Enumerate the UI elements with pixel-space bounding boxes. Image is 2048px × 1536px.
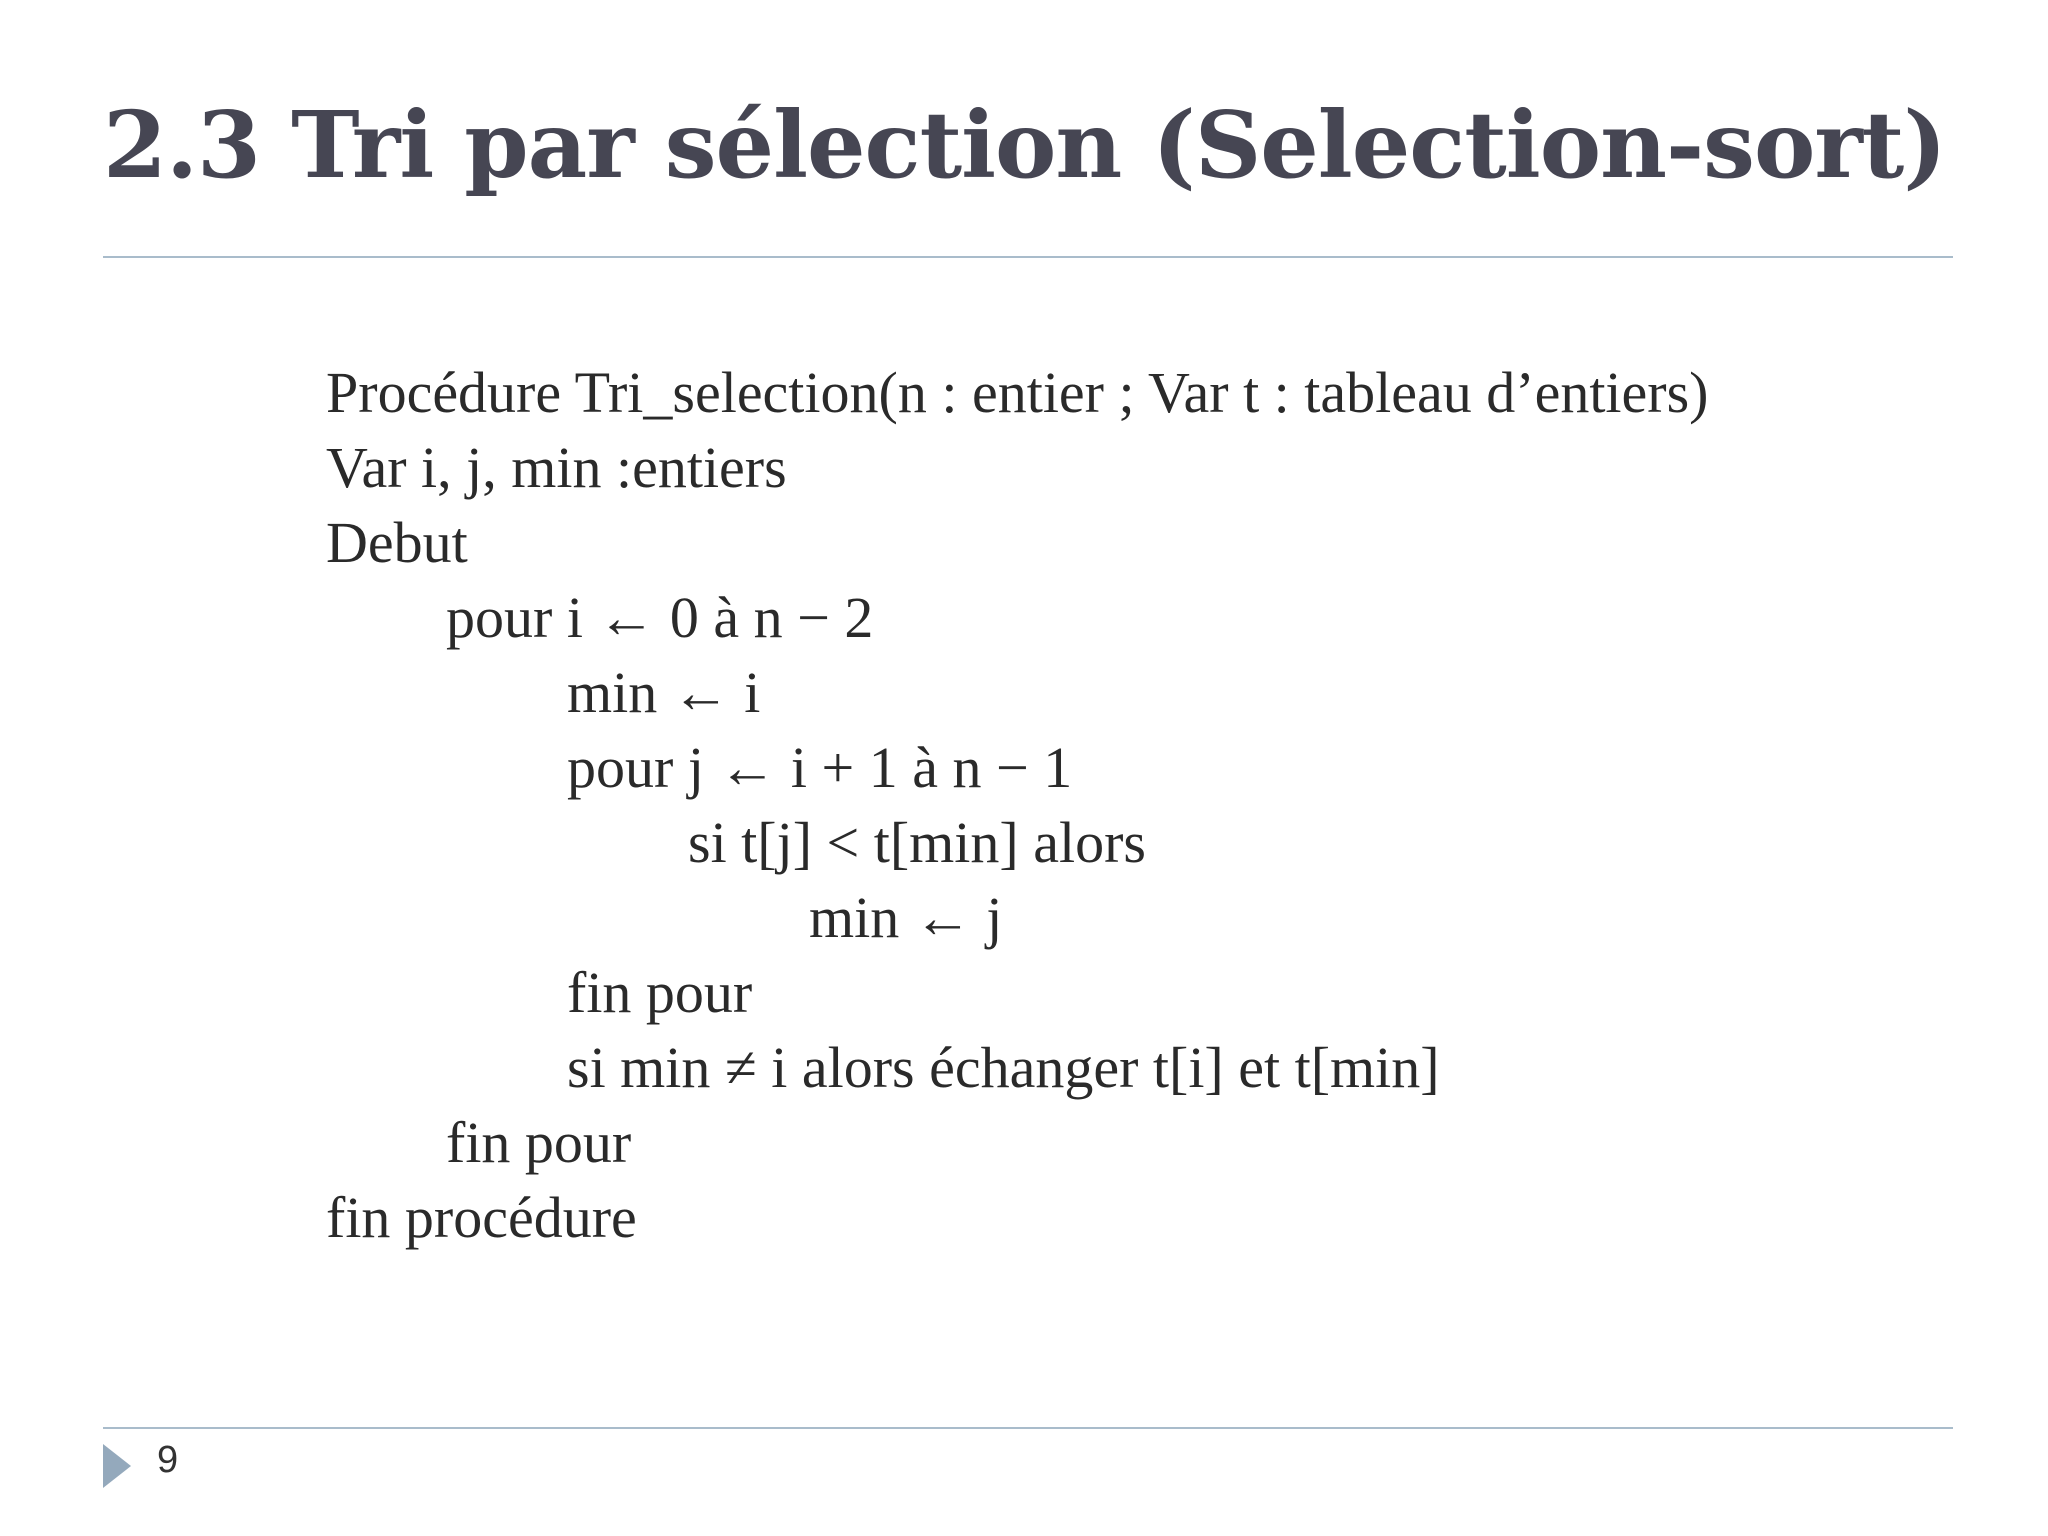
code-line: Procédure Tri_selection(n : entier ; Var t : tableau d’entiers) — [326, 360, 1709, 425]
code-line: pour i ← 0 à n − 2 — [446, 585, 874, 650]
code-line: pour j ← i + 1 à n − 1 — [567, 735, 1073, 800]
pseudocode-block — [326, 355, 1708, 1255]
footer-divider — [103, 1427, 1953, 1429]
code-line: Debut — [326, 510, 468, 575]
code-line: fin procédure — [326, 1185, 637, 1250]
code-line: Var i, j, min :entiers — [326, 435, 787, 500]
code-line: fin pour — [446, 1110, 632, 1175]
title-divider — [103, 256, 1953, 258]
code-line: si t[j] < t[min] alors — [688, 810, 1146, 875]
code-line: fin pour — [567, 960, 753, 1025]
code-line: min ← j — [809, 885, 1003, 950]
page-number: 9 — [157, 1439, 179, 1481]
code-line: si min ≠ i alors échanger t[i] et t[min] — [567, 1035, 1440, 1100]
slide-title: 2.3 Tri par sélection (Selection-sort) — [103, 91, 1946, 199]
triangle-marker-icon — [103, 1444, 131, 1488]
code-line: min ← i — [567, 660, 761, 725]
